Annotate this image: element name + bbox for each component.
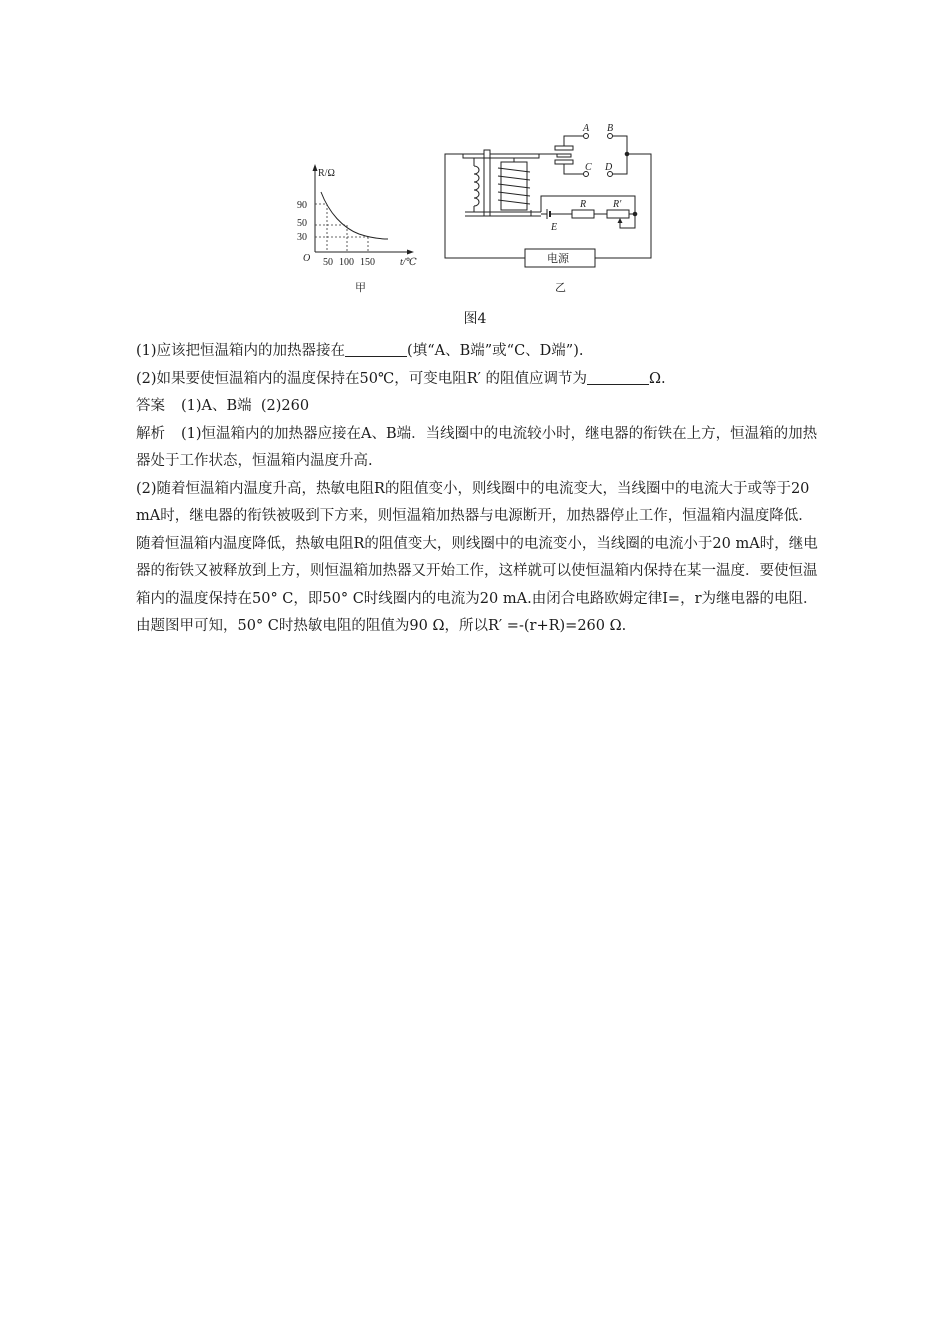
analysis-para-1	[136, 421, 826, 476]
graph-x-tick-50: 50	[323, 257, 333, 268]
graph-origin: O	[303, 253, 311, 264]
question-1-prefix: (1)应该把恒温箱内的加热器接在	[136, 343, 346, 359]
answer-part-2: (2)260	[260, 398, 310, 414]
graph-y-tick-30: 30	[297, 232, 307, 243]
figure-drawing	[285, 118, 665, 308]
question-1	[136, 338, 826, 366]
circuit-caption: 乙	[555, 282, 566, 294]
analysis-para-1-text: (1)恒温箱内的加热器应接在A、B端．当线圈中的电流较小时，继电器的衔铁在上方，恒温箱的加热器处于工作状态，恒温箱内温度升高.	[136, 425, 818, 469]
graph-y-tick-50: 50	[297, 218, 307, 229]
terminal-d: D	[605, 162, 613, 173]
analysis-label: 解析	[136, 425, 165, 442]
power-source-label: 电源	[547, 253, 569, 265]
terminal-c: C	[585, 162, 592, 173]
graph-x-label: t/℃	[400, 257, 417, 268]
question-2-blank	[587, 370, 649, 385]
question-2-suffix: Ω.	[649, 370, 666, 387]
graph-caption: 甲	[355, 282, 366, 294]
graph-jia	[297, 164, 417, 294]
figure-4	[285, 118, 665, 333]
question-2-prefix: (2)如果要使恒温箱内的温度保持在50℃，可变电阻R′ 的阻值应调节为	[136, 370, 588, 387]
figure-title: 图4	[463, 311, 487, 327]
resistor-rprime-label: R′	[613, 199, 622, 210]
question-1-suffix: (填“A、B端”或“C、D端”).	[407, 343, 584, 359]
battery-e-label: E	[551, 222, 558, 233]
answer-line	[136, 393, 826, 421]
answer-label: 答案	[136, 398, 165, 414]
graph-y-label: R/Ω	[318, 168, 335, 179]
question-2	[136, 366, 826, 394]
resistor-r-label: R	[580, 199, 587, 210]
graph-y-tick-90: 90	[297, 200, 307, 211]
graph-x-tick-150: 150	[360, 257, 375, 268]
answer-part-1: (1)A、B端	[181, 398, 252, 414]
graph-x-tick-100: 100	[339, 257, 354, 268]
question-1-blank	[345, 342, 407, 357]
question-text	[136, 338, 826, 641]
analysis-para-2: (2)随着恒温箱内温度升高，热敏电阻R的阻值变小，则线圈中的电流变大，当线圈中的电流大于或等于20 mA时，继电器的衔铁被吸到下方来，则恒温箱加热器与电源断开，加热器停止工作，恒温箱内温度降低．随着恒温箱内温度降低，热敏电阻R的阻值变大，则线圈中的电流变小，当线圈的电流小于20 mA时，继电器的衔铁又被释放到上方，则恒温箱加热器又开始工作，这样就可以使恒温箱内保持在某一温度．要使恒温箱内的温度保持在50° C，即50° C时线圈内的电流为20 mA.由闭合电路欧姆定律I=，r为继电器的电阻．由题图甲可知，50° C时热敏电阻的阻值为90 Ω，所以R′ =-(r+R)=260 Ω.	[136, 480, 818, 634]
terminal-a: A	[583, 123, 590, 134]
terminal-b: B	[607, 123, 614, 134]
